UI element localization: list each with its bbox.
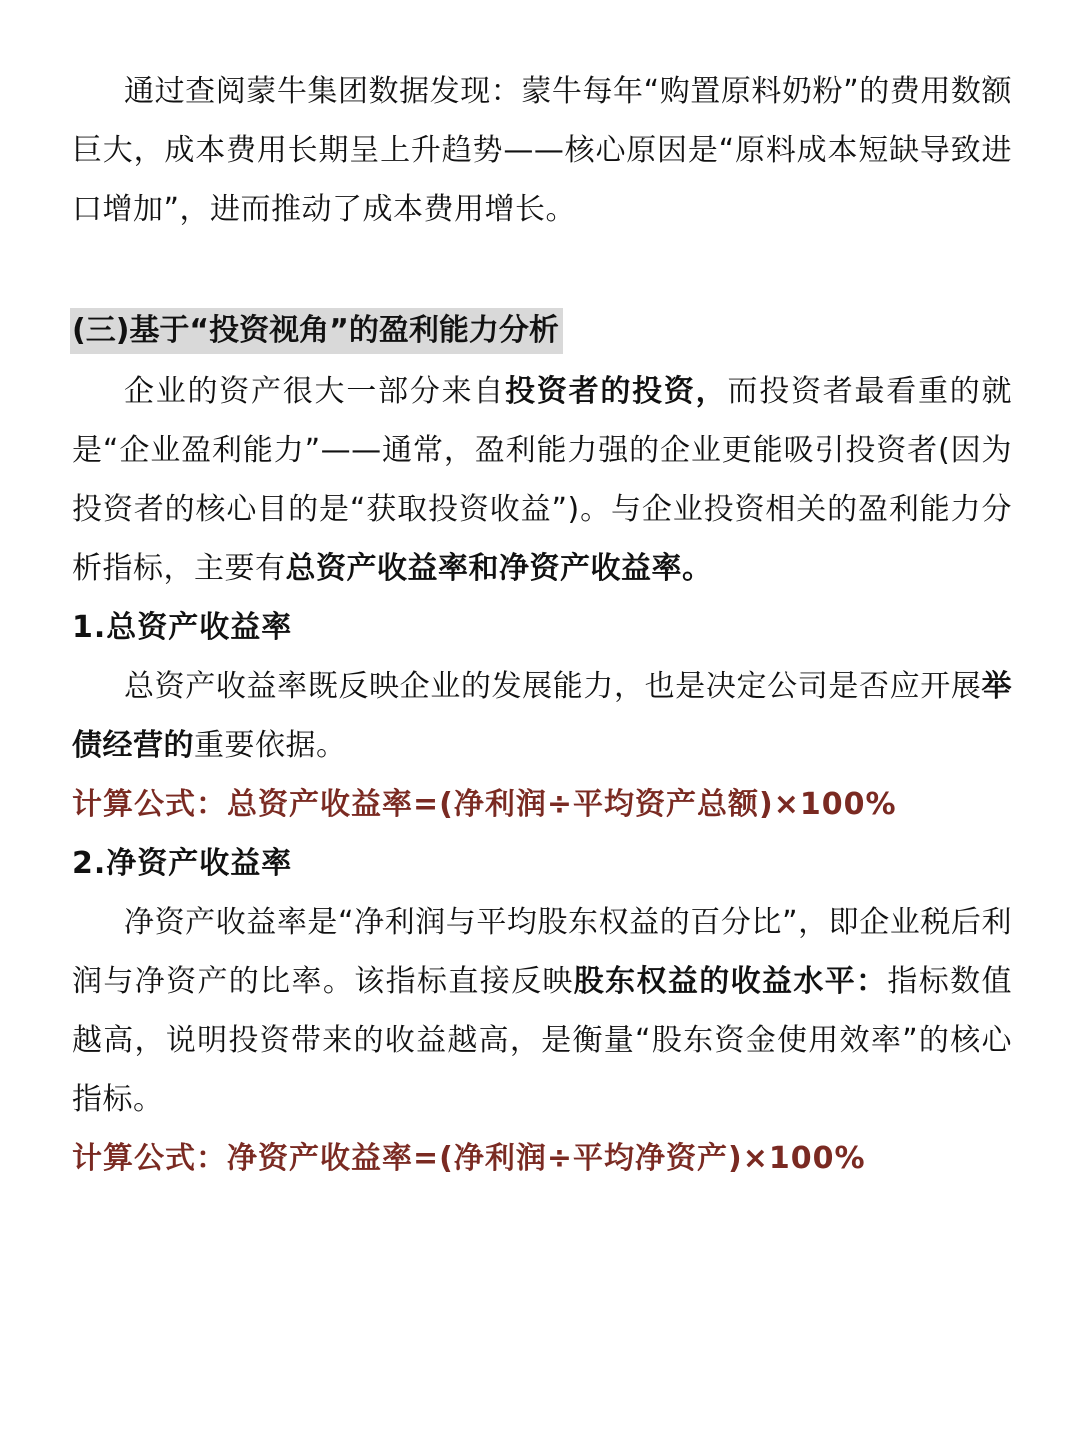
total-asset-desc-bold: 举债经营的 [72, 669, 1012, 763]
section-heading-investment-profitability: (三)基于“投资视角”的盈利能力分析 [70, 308, 563, 354]
document-page [72, 62, 1012, 1188]
total-asset-desc-2: 重要依据。 [194, 728, 347, 763]
paragraph-net-asset-return [72, 893, 1012, 1129]
paragraph-mengniu-costs [72, 62, 1012, 239]
formula-total-asset-return: 计算公式：总资产收益率=(净利润÷平均资产总额)×100% [72, 787, 897, 822]
subheading-total-asset-return: 1.总资产收益率 [72, 610, 293, 645]
paragraph-investor-bold-1: 投资者的投资， [505, 374, 728, 409]
paragraph-total-asset-return [72, 657, 1012, 775]
paragraph-investor-bold-2: 总资产收益率和净资产收益率。 [285, 551, 713, 586]
paragraph-investor-text-1: 企业的资产很大一部分来自 [124, 374, 506, 409]
total-asset-desc-1: 总资产收益率既反映企业的发展能力，也是决定公司是否应开展 [124, 669, 982, 704]
paragraph-investor-text-2: 而投资者最看重的就是“企业盈利能力”——通常，盈利能力强的企业更能吸引投资者(因为投资者的核心目的是“获取投资收益”)。与企业投资相关的盈利能力分析指标，主要有 [72, 374, 1013, 586]
net-asset-desc-bold: 股东权益的收益水平： [573, 964, 888, 999]
subheading-net-asset-return: 2.净资产收益率 [72, 846, 293, 881]
paragraph-investor-profitability [72, 362, 1012, 598]
paragraph-mengniu-costs-text: 通过查阅蒙牛集团数据发现：蒙牛每年“购置原料奶粉”的费用数额巨大，成本费用长期呈上升趋势——核心原因是“原料成本短缺导致进口增加”，进而推动了成本费用增长。 [72, 74, 1012, 227]
net-asset-desc-1: 净资产收益率是“净利润与平均股东权益的百分比”，即企业税后利润与净资产的比率。该指标直接反映 [72, 905, 1012, 999]
net-asset-desc-2: 指标数值越高，说明投资带来的收益越高，是衡量“股东资金使用效率”的核心指标。 [72, 964, 1013, 1117]
formula-net-asset-return: 计算公式：净资产收益率=(净利润÷平均净资产)×100% [72, 1141, 866, 1176]
